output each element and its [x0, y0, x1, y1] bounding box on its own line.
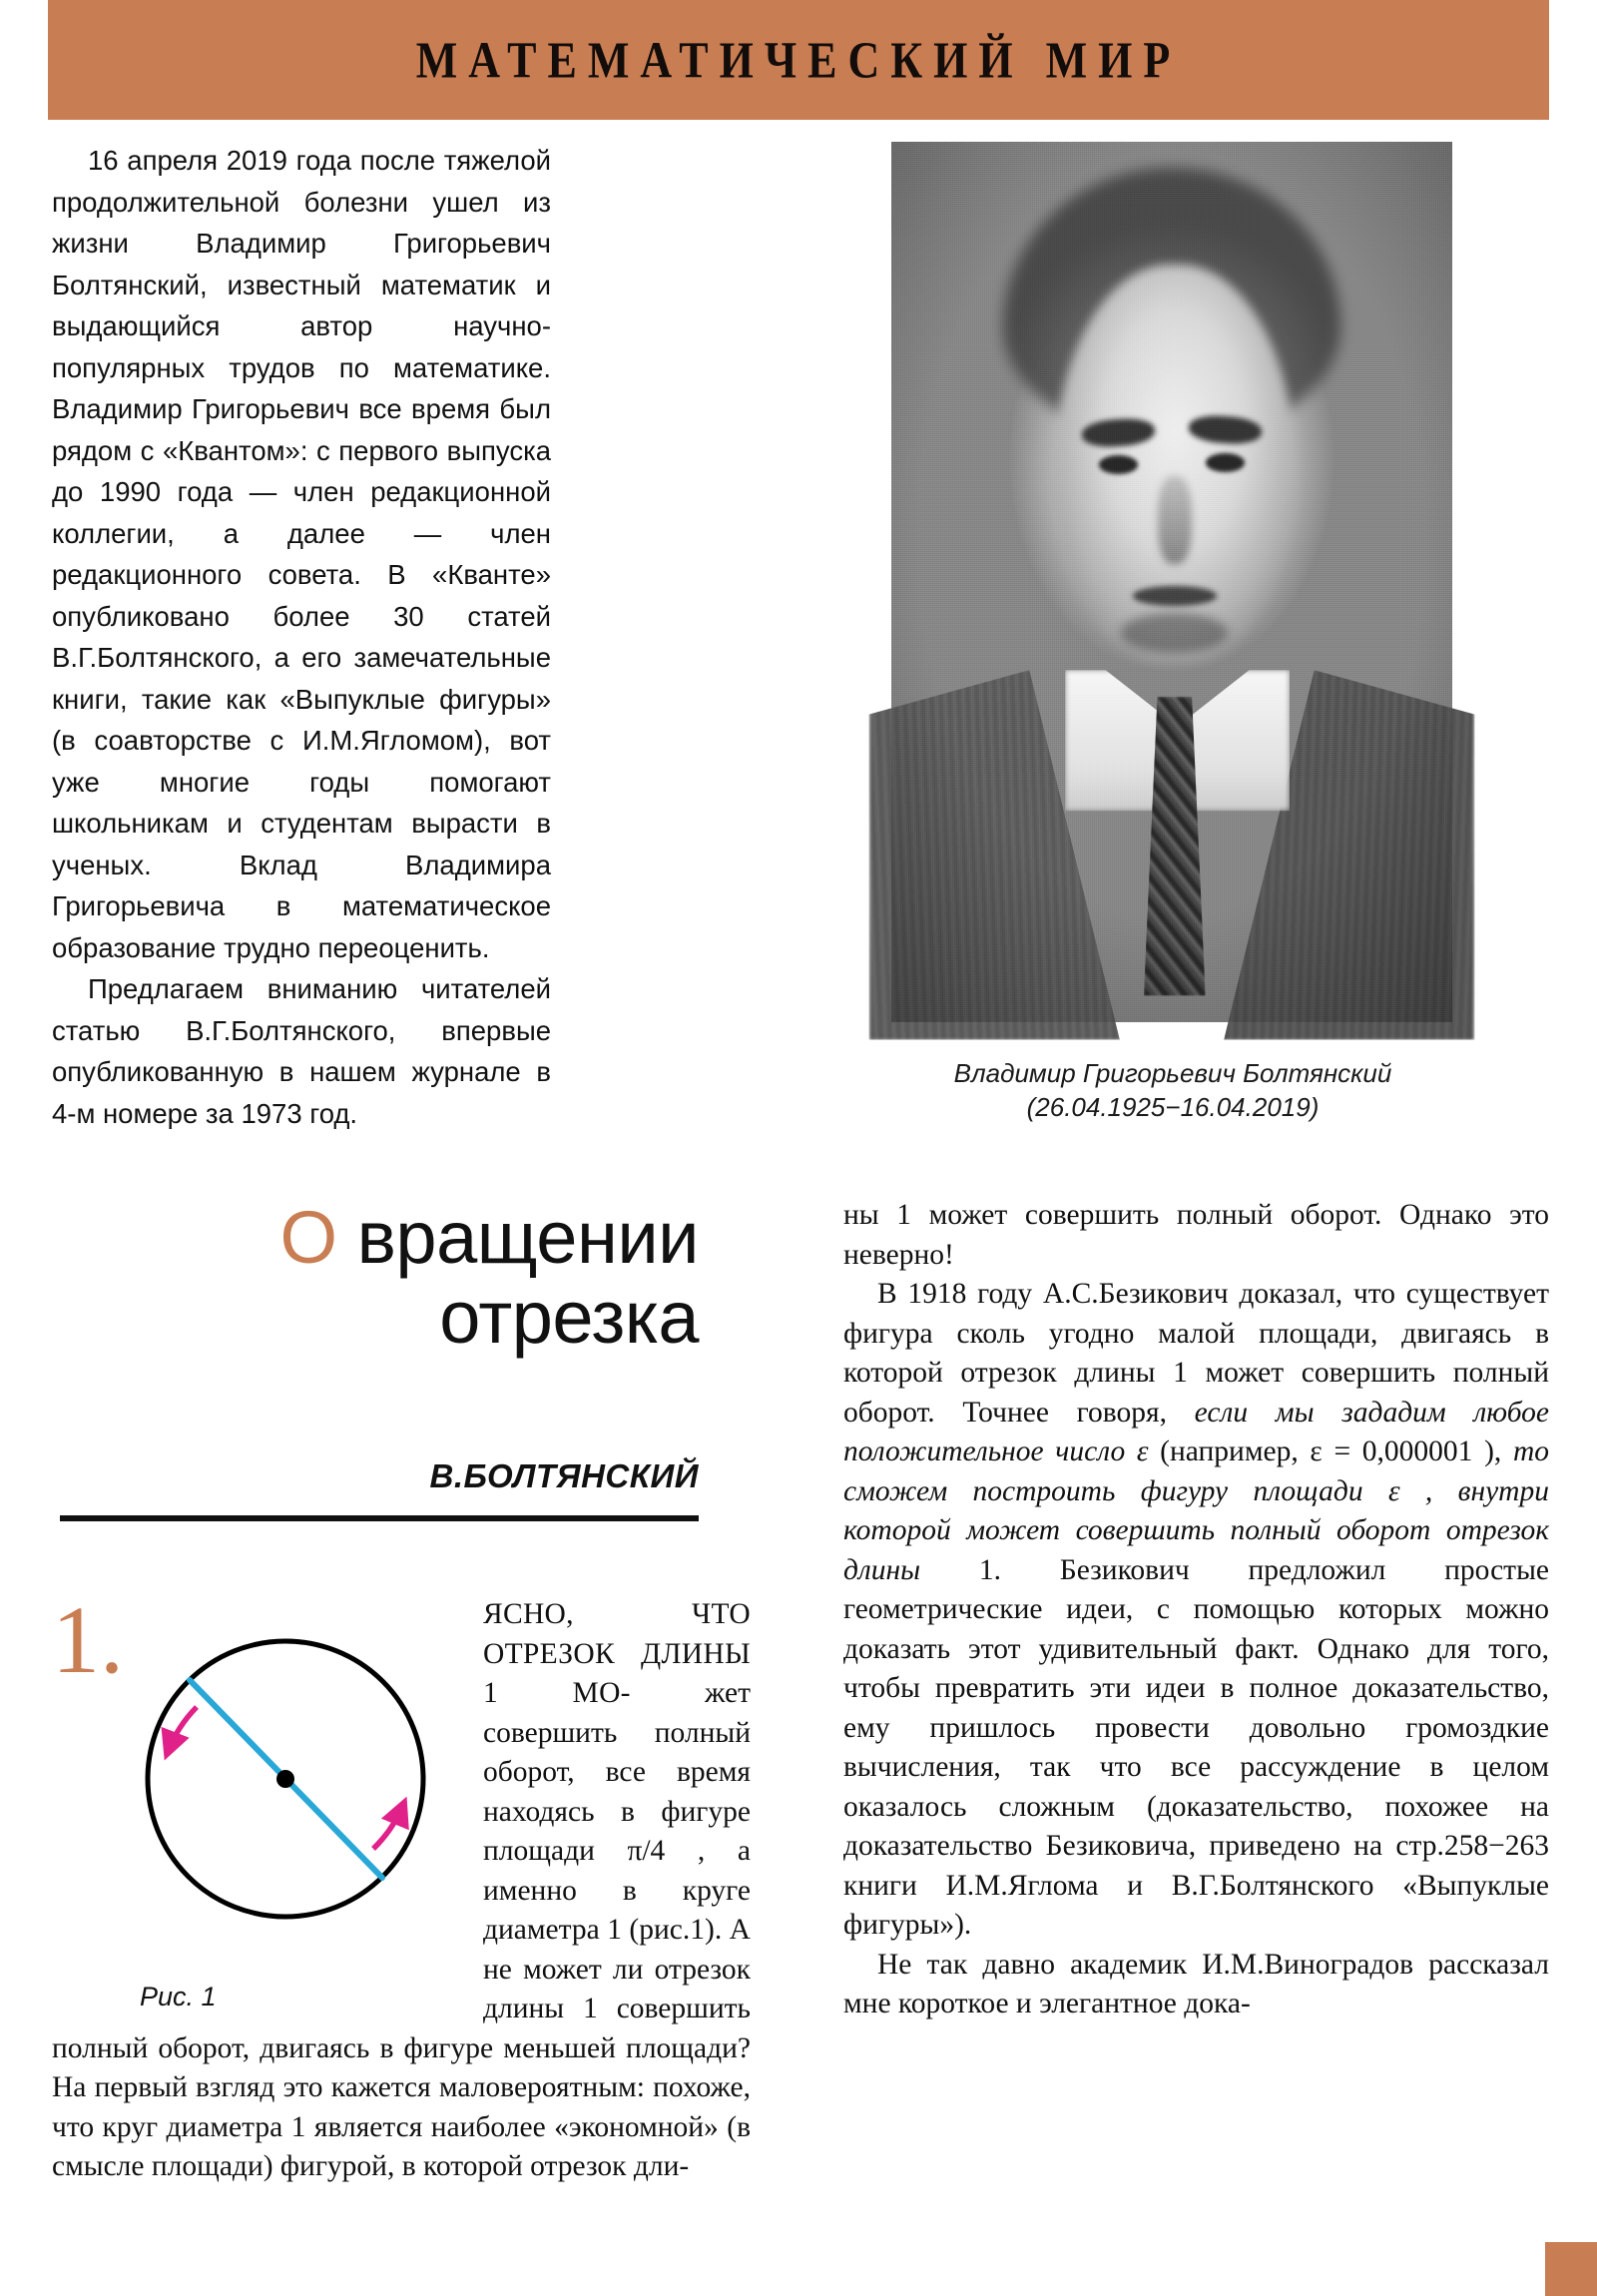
intro-column	[52, 140, 551, 1134]
section-number-dropcap: 1.	[52, 1586, 124, 1693]
portrait-caption-dates: (26.04.1925−16.04.2019)	[1026, 1092, 1320, 1122]
figure-1-arrow-upper-left	[168, 1707, 197, 1752]
figure-1	[136, 1609, 457, 2018]
article-title-dropcap: О	[279, 1196, 337, 1279]
article-title-line-1: вращении	[336, 1196, 699, 1279]
intro-paragraph-2: Предлагаем вниманию читателей статью В.Г.Болтянского, впервые опубликованную в нашем журнале в 4-м номере за 1973 год.	[52, 973, 551, 1129]
body-right-paragraph-3: Не так давно академик И.М.Виноградов рассказал мне короткое и элегантное дока-	[843, 1948, 1549, 2019]
portrait-caption	[878, 1056, 1467, 1124]
body-right-p2-part-c: 1. Безикович предложил простые геометрические идеи, с помощью которых можно доказать этот удивительный факт. Однако для того, чтобы превратить эти идеи в полное доказательство, ему пришлось провести довольно громоздкие вычисления, так что все рассуждение в целом оказалось сложным (доказательство, похожее на доказательство Безиковича, приведено на стр.258−263 книги И.М.Яглома и В.Г.Болтянского «Выпуклые фигуры»).	[843, 1553, 1549, 1941]
intro-paragraph-1: 16 апреля 2019 года после тяжелой продолжительной болезни ушел из жизни Владимир Григорьевич Болтянский, известный математик и выдающийся автор научно-популярных трудов по математике. Владимир Григорьевич все время был рядом с «Квантом»: с первого выпуска до 1990 года — член редакционной коллегии, а далее — член редакционного совета. В «Кванте» опубликовано более 30 статей В.Г.Болтянского, а его замечательные книги, такие как «Выпуклые фигуры» (в соавторстве с И.М.Ягломом), вот уже многие годы помогают школьникам и студентам вырасти в ученых. Вклад Владимира Григорьевича в математическое образование трудно переоценить.	[52, 145, 551, 963]
portrait-figure	[891, 142, 1452, 1022]
body-left-text: жет совершить полный оборот, все время находясь в фигуре площади π/4 , а именно в круге диаметра 1 (рис.1). А не может ли отрезок длины 1 совершить полный оборот, двигаясь в фигуре меньшей площади? На первый взгляд это кажется маловероятным: похоже, что круг диаметра 1 является наиболее «экономной» (в смысле площади) фигурой, в которой отрезок дли-	[52, 1677, 751, 2182]
body-right-p2-part-a: В 1918 году А.С.Безикович доказал, что существует фигура сколь угодно малой площади, двигаясь в которой отрезок длины 1 может совершить полный оборот. Точнее говоря,	[843, 1278, 1549, 1429]
article-author: В.БОЛТЯНСКИЙ	[429, 1457, 699, 1494]
portrait-vignette	[891, 142, 1452, 1022]
body-right-p2-italic-1: если мы зададим любое положительное число ε	[843, 1396, 1549, 1467]
body-right-column	[843, 1196, 1549, 2024]
header-banner-title: МАТЕМАТИЧЕСКИЙ МИР	[415, 31, 1182, 89]
article-title-line-2: отрезка	[439, 1276, 699, 1359]
figure-1-drawing	[136, 1609, 457, 1981]
body-right-p2-italic-2: то сможем построить фигуру площади ε , внутри которой может совершить полный оборот отрезок длины	[843, 1435, 1550, 1586]
body-right-paragraph-1: ны 1 может совершить полный оборот. Однако это неверно!	[843, 1199, 1549, 1271]
figure-1-caption: Рис. 1	[140, 1981, 217, 2011]
figure-1-arrow-lower-right	[373, 1805, 403, 1849]
body-right-p2-part-b: (например, ε = 0,000001 ),	[1148, 1435, 1513, 1467]
portrait-caption-name: Владимир Григорьевич Болтянский	[953, 1058, 1392, 1088]
title-divider-rule	[60, 1515, 699, 1521]
portrait-photo	[891, 142, 1452, 1022]
body-left-lead: ЯСНО, ЧТО ОТРЕЗОК ДЛИНЫ 1 МО-	[483, 1598, 751, 1709]
body-left-column	[52, 1586, 751, 2294]
corner-page-marker	[1545, 2242, 1597, 2296]
figure-1-center-dot	[276, 1770, 294, 1788]
header-banner	[48, 0, 1549, 120]
body-right-paragraph-2	[843, 1275, 1549, 1946]
article-title	[60, 1198, 699, 1358]
